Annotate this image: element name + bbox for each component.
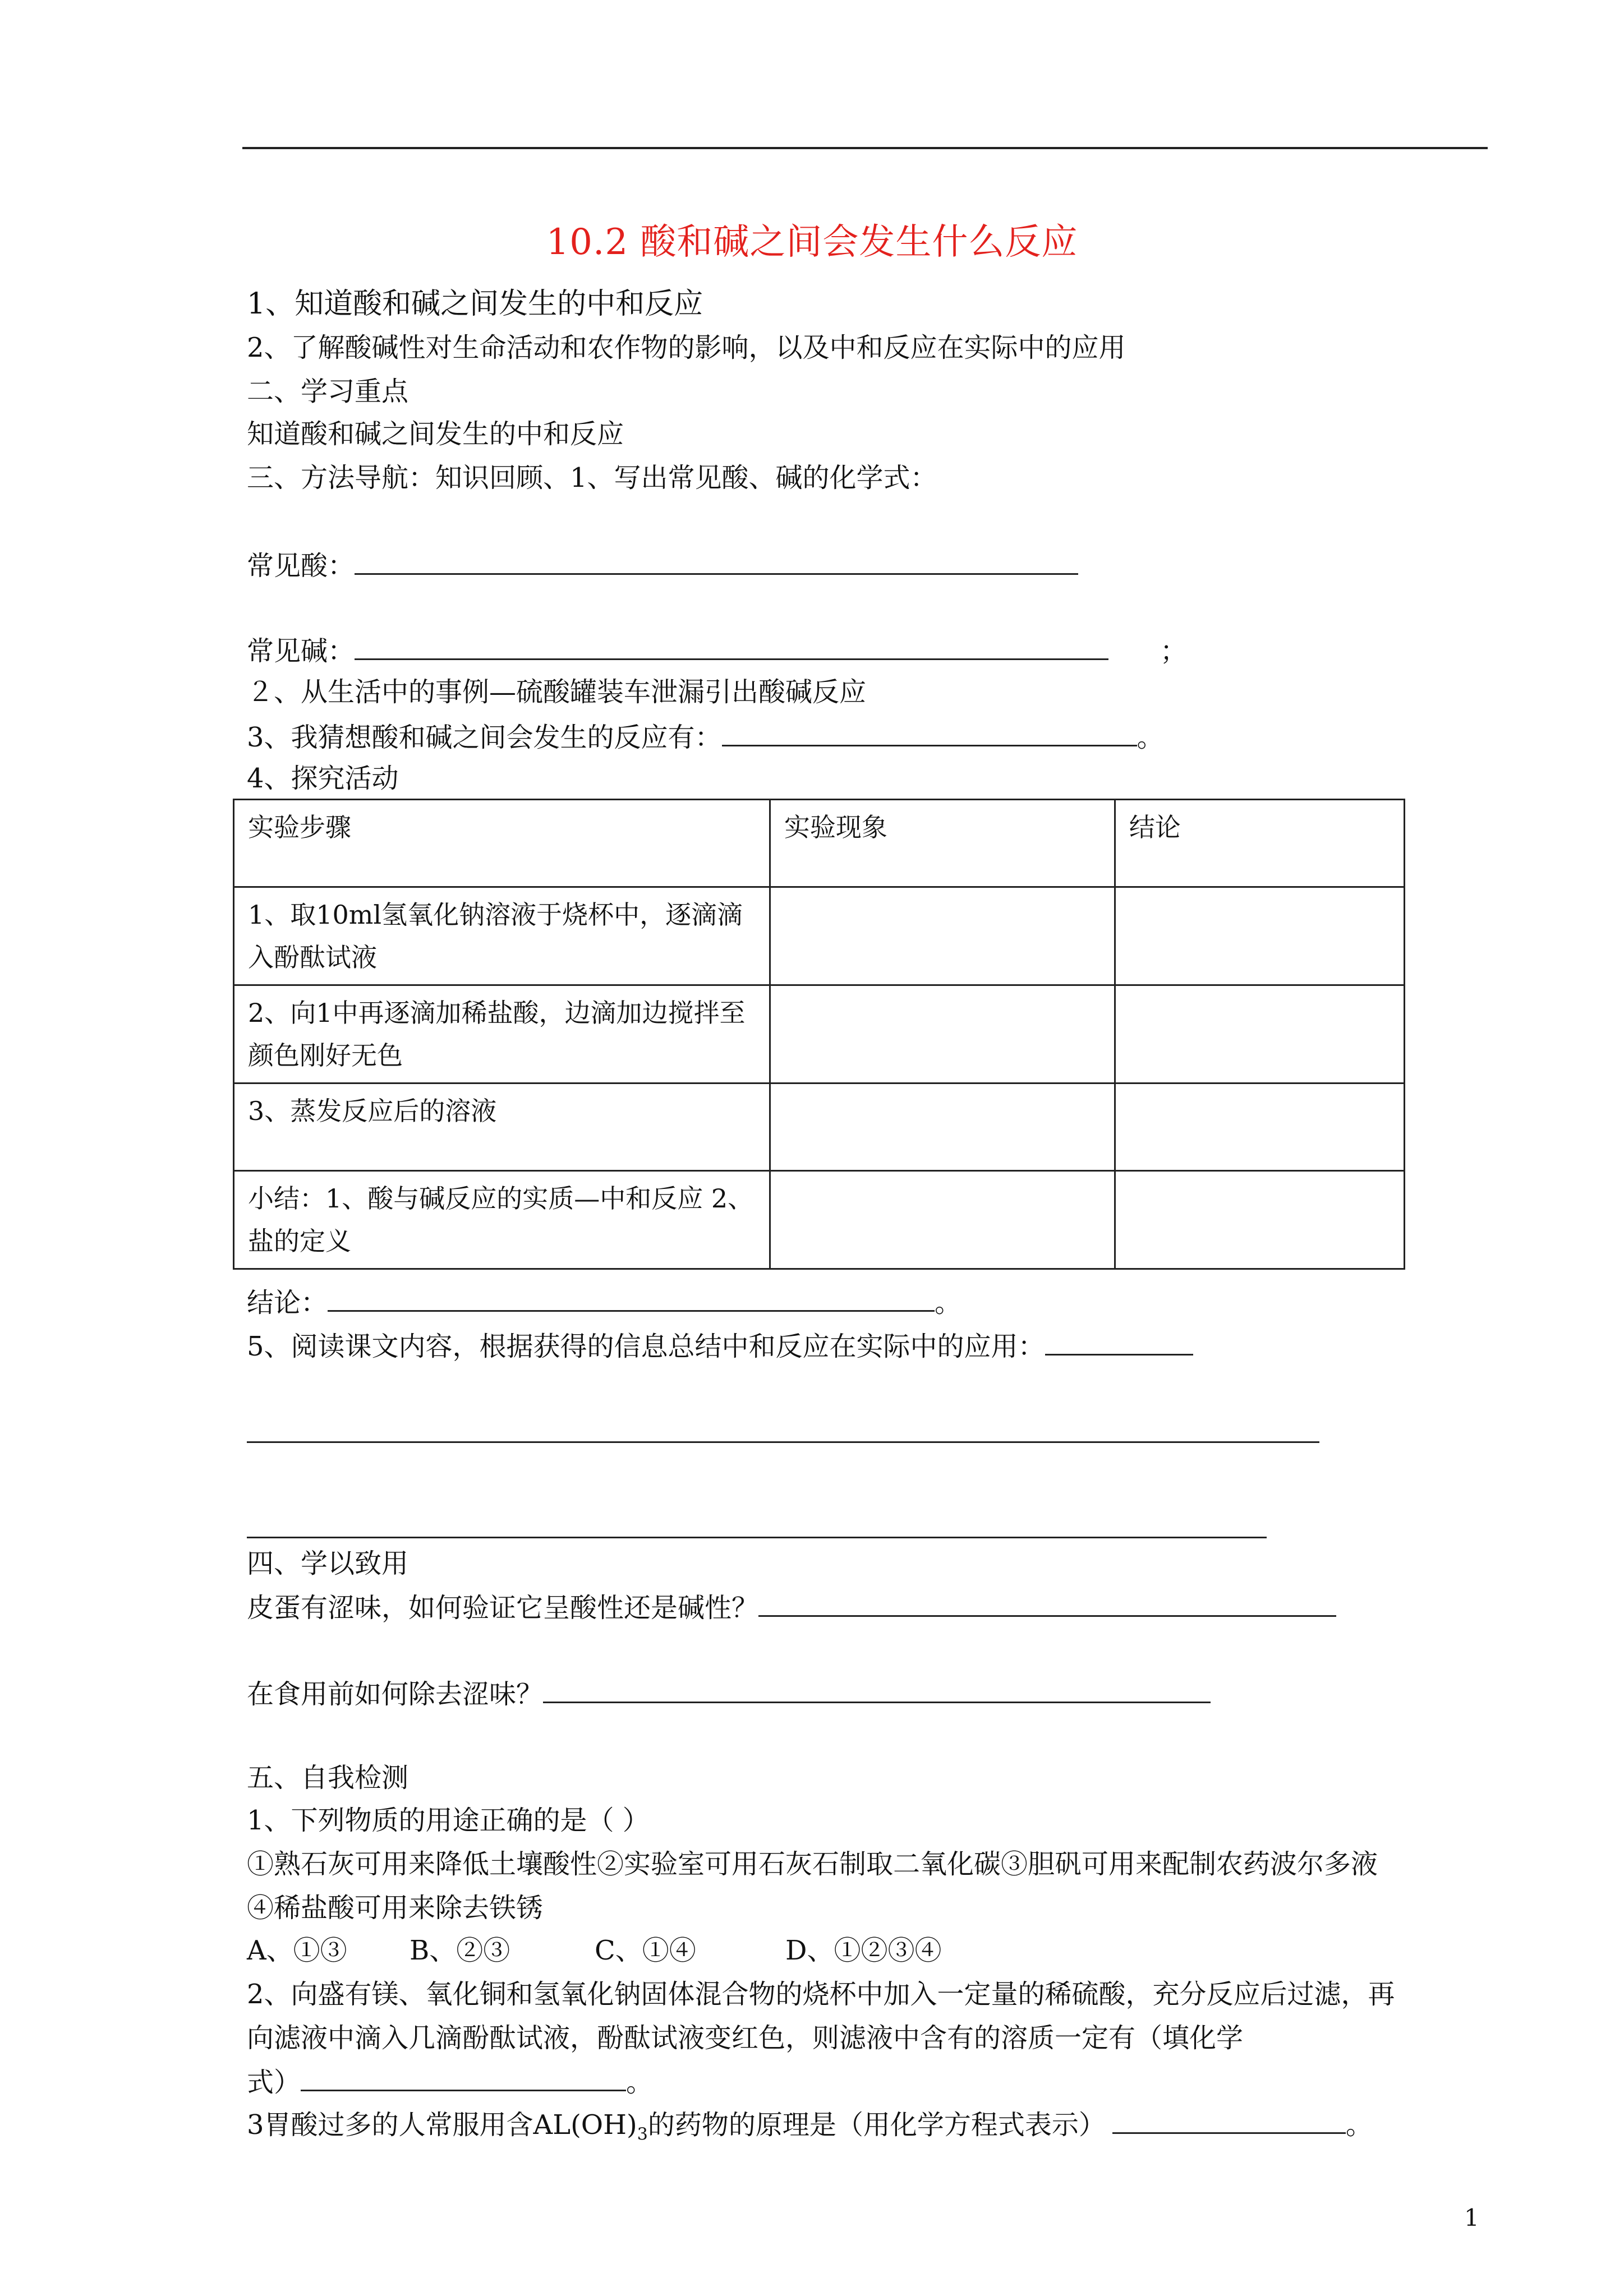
question-1-stem: 1、下列物质的用途正确的是（ ） [247,1805,650,1836]
question-1-items-2: ④稀盐酸可用来除去铁锈 [247,1892,544,1924]
common-acid-blank[interactable] [355,547,1078,575]
item-3-row [247,719,1164,754]
question-1-options [247,1934,942,1967]
item-4: 4、探究活动 [247,763,399,794]
apply-heading: 四、学以致用 [247,1548,409,1579]
question-3-period: 。 [1345,2109,1373,2141]
goal-1: 1、知道酸和碱之间发生的中和反应 [247,287,703,321]
apply-q2-text: 在食用前如何除去涩味？ [247,1679,544,1710]
question-3-suffix: 的药物的原理是（用化学方程式表示） [647,2109,1106,2141]
conclusion-blank[interactable] [328,1284,935,1312]
conclusion-row [247,1284,961,1320]
focus-text: 知道酸和碱之间发生的中和反应 [247,418,624,450]
header-rule [242,147,1488,149]
option-b[interactable]: B、②③ [410,1935,510,1966]
focus-heading: 二、学习重点 [247,376,409,407]
common-acid-row [247,547,1078,583]
answer-line[interactable] [247,1537,1267,1538]
page-number: 1 [1464,2204,1479,2232]
table-header: 结论 [1115,800,1404,887]
table-cell-conclusion[interactable] [1115,887,1404,985]
item-3-period: 。 [1137,722,1164,753]
conclusion-period: 。 [935,1287,962,1318]
question-2-line-1: 2、向盛有镁、氧化铜和氢氧化钠固体混合物的烧杯中加入一定量的稀硫酸，充分反应后过滤，再 [247,1979,1395,2010]
table-cell-observation[interactable] [770,1084,1115,1171]
question-2-period: 。 [626,2067,654,2098]
table-cell-step: 1、取10ml氢氧化钠溶液于烧杯中，逐滴滴入酚酞试液 [234,887,770,985]
common-acid-label: 常见酸： [247,550,355,582]
apply-q1-text: 皮蛋有涩味，如何验证它呈酸性还是碱性？ [247,1592,759,1624]
common-base-row [247,633,1187,668]
table-cell-summary: 小结：1、酸与碱反应的实质—中和反应 2、盐的定义 [234,1171,770,1269]
table-cell-observation[interactable] [770,1171,1115,1269]
table-cell-step: 3、蒸发反应后的溶液 [234,1084,770,1171]
item-3-blank[interactable] [722,719,1137,746]
common-base-blank[interactable] [355,633,1108,660]
table-cell-conclusion[interactable] [1115,1171,1404,1269]
item-3-text: 3、我猜想酸和碱之间会发生的反应有： [247,722,722,753]
page-title: 10.2 酸和碱之间会发生什么反应 [546,222,1078,263]
table-cell-conclusion[interactable] [1115,985,1404,1084]
semicolon: ； [1160,635,1188,667]
table-cell-step: 2、向1中再逐滴加稀盐酸，边滴加边搅拌至颜色刚好无色 [234,985,770,1084]
option-c[interactable]: C、①④ [595,1935,696,1966]
table-cell-observation[interactable] [770,985,1115,1084]
conclusion-label: 结论： [247,1287,328,1318]
item-5-text: 5、阅读课文内容，根据获得的信息总结中和反应在实际中的应用： [247,1331,1045,1362]
table-cell-observation[interactable] [770,887,1115,985]
goal-2: 2、了解酸碱性对生命活动和农作物的影响，以及中和反应在实际中的应用 [247,332,1126,363]
option-a[interactable]: A、①③ [247,1935,347,1966]
question-3-blank[interactable] [1112,2106,1346,2134]
common-base-label: 常见碱： [247,635,355,667]
apply-q2-row [247,1676,1211,1711]
question-3-prefix: 3胃酸过多的人常服用含AL(OH) [247,2109,637,2141]
table-header: 实验步骤 [234,800,770,887]
item-2: ２、从生活中的事例—硫酸罐装车泄漏引出酸碱反应 [247,676,867,708]
apply-q1-blank[interactable] [758,1589,1336,1617]
self-check-heading: 五、自我检测 [247,1762,409,1794]
item-5-blank[interactable] [1045,1328,1193,1356]
item-5-row [247,1328,1193,1363]
apply-q2-blank[interactable] [543,1676,1211,1703]
option-d[interactable]: D、①②③④ [785,1935,942,1966]
table-cell-conclusion[interactable] [1115,1084,1404,1171]
answer-line[interactable] [247,1441,1319,1443]
question-2-blank[interactable] [301,2064,626,2091]
question-2-line-3: 式） [247,2067,301,2098]
question-2-line-3-row [247,2064,653,2099]
apply-q1-row [247,1589,1336,1625]
question-2-line-2: 向滤液中滴入几滴酚酞试液，酚酞试液变红色，则滤液中含有的溶质一定有（填化学 [247,2022,1244,2054]
experiment-table [233,799,1405,1270]
question-3-subscript: 3 [637,2124,648,2145]
table-header: 实验现象 [770,800,1115,887]
method-heading: 三、方法导航：知识回顾、1、写出常见酸、碱的化学式： [247,462,937,494]
question-3-row [247,2106,1373,2152]
question-1-items: ①熟石灰可用来降低土壤酸性②实验室可用石灰石制取二氧化碳③胆矾可用来配制农药波尔多液 [247,1848,1378,1880]
